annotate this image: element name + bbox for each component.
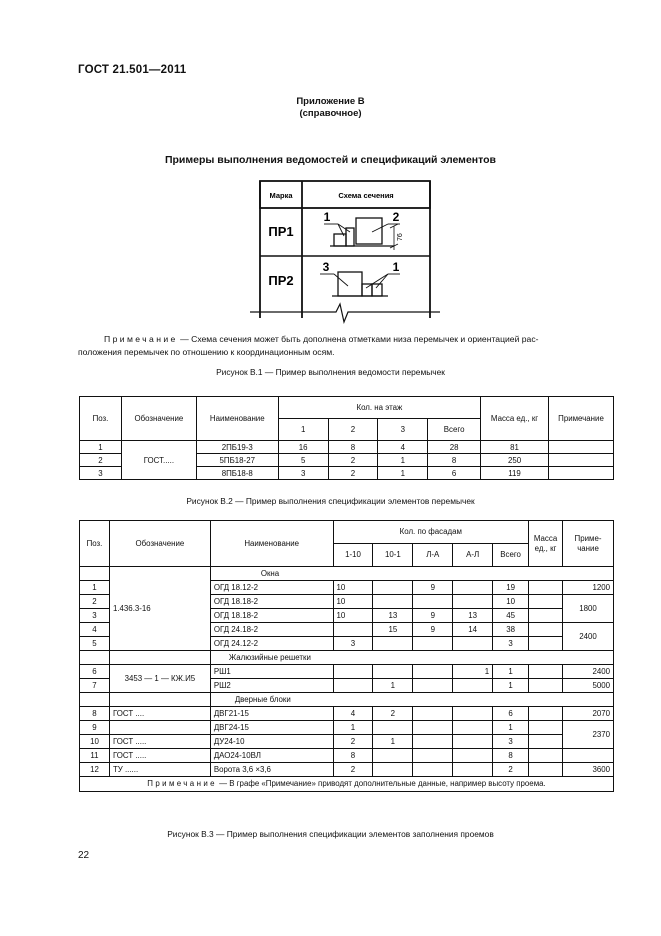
table-cell	[453, 721, 493, 735]
table-cell: 1200	[563, 581, 614, 595]
t1-h-pos: Поз.	[80, 397, 122, 441]
table-cell	[413, 707, 453, 721]
table-cell: 16	[278, 441, 328, 454]
table-cell: 2	[328, 454, 378, 467]
table-cell: 250	[481, 454, 549, 467]
table-cell: 14	[453, 623, 493, 637]
table-cell: 8	[428, 454, 481, 467]
fig1-break-line	[250, 304, 440, 322]
table-cell: 1	[333, 721, 373, 735]
table-cell: РШ2	[210, 679, 333, 693]
table-cell: 1	[80, 581, 110, 595]
table-cell	[80, 651, 110, 665]
fig1-label-2: 2	[392, 210, 400, 224]
table-cell: 9	[413, 609, 453, 623]
table-cell	[453, 581, 493, 595]
table-cell: 1	[80, 441, 122, 454]
table-cell	[109, 721, 210, 735]
table-cell: 9	[413, 623, 453, 637]
table-cell	[413, 595, 453, 609]
table-cell	[373, 581, 413, 595]
table-cell: 45	[493, 609, 529, 623]
table-cell: ДВГ21-15	[210, 707, 333, 721]
t2-group-windows: Окна	[210, 567, 613, 581]
fig1-label-3: 3	[322, 260, 330, 274]
table-cell: ОГД 18.12-2	[210, 581, 333, 595]
table-cell: ОГД 24.18-2	[210, 623, 333, 637]
table-cell: 1	[493, 665, 529, 679]
table-cell: А-Л	[453, 544, 493, 567]
table-cell	[529, 595, 563, 609]
t2-designation-louvers: 3453 — 1 — КЖ.И5	[109, 665, 210, 693]
table-cell	[373, 595, 413, 609]
table-cell: 11	[80, 749, 110, 763]
table-cell: 3600	[563, 763, 614, 777]
table-cell	[413, 665, 453, 679]
table-row	[80, 665, 614, 679]
table-cell: ОГД 18.18-2	[210, 609, 333, 623]
table-cell: 2370	[563, 721, 614, 749]
table-cell: 1	[373, 735, 413, 749]
table-cell: 4	[333, 707, 373, 721]
table-cell: 3	[493, 637, 529, 651]
t2-h-designation: Обозначение	[109, 521, 210, 567]
table-cell: 3	[80, 609, 110, 623]
table-row	[80, 707, 614, 721]
fig1-label-1b: 1	[392, 260, 400, 274]
note-figure-b1	[78, 333, 618, 358]
table-cell	[453, 679, 493, 693]
table-cell: 8	[80, 707, 110, 721]
table-row	[80, 763, 614, 777]
table-cell: 2070	[563, 707, 614, 721]
table-cell: 1	[378, 454, 428, 467]
table-b3-openings-spec	[79, 520, 614, 792]
table-cell	[529, 581, 563, 595]
table-cell: ОГД 24.12-2	[210, 637, 333, 651]
table-cell: 5	[80, 637, 110, 651]
t1-h-q1: 1	[278, 419, 328, 441]
table-cell: 2	[373, 707, 413, 721]
t1-h-designation: Обозначение	[121, 397, 196, 441]
table-cell: Ворота 3,6 ×3,6	[210, 763, 333, 777]
caption-b2: Рисунок В.2 — Пример выполнения спецификации элементов перемычек	[186, 496, 475, 506]
document-code: ГОСТ 21.501—2011	[78, 64, 187, 76]
table-cell: 4	[80, 623, 110, 637]
table-row	[80, 735, 614, 749]
table-cell: 2400	[563, 665, 614, 679]
fig1-dim-76: 76	[397, 233, 404, 241]
table-cell: 119	[481, 467, 549, 480]
table-cell: 2400	[563, 623, 614, 651]
table-cell	[453, 637, 493, 651]
table-cell	[529, 609, 563, 623]
table-cell	[413, 749, 453, 763]
table-cell	[80, 567, 110, 581]
table-cell: 13	[373, 609, 413, 623]
table-cell: Л-А	[413, 544, 453, 567]
table-cell: ГОСТ .....	[109, 749, 210, 763]
table-cell: 13	[453, 609, 493, 623]
table-cell: 6	[428, 467, 481, 480]
note1-text-cont: положения перемычек по отношению к координационным осям.	[78, 346, 335, 357]
table-cell: РШ1	[210, 665, 333, 679]
table-cell: 10	[493, 595, 529, 609]
table-cell: ОГД 18.18-2	[210, 595, 333, 609]
page-number: 22	[78, 850, 90, 861]
table-b2-lintel-spec	[79, 396, 614, 480]
t1-h-q3: 3	[378, 419, 428, 441]
t1-h-note: Примечание	[549, 397, 614, 441]
table-cell: 28	[428, 441, 481, 454]
table-cell: 2	[493, 763, 529, 777]
table-cell: 3	[493, 735, 529, 749]
table-cell	[529, 707, 563, 721]
fig1-mark-pr2: ПР2	[268, 273, 294, 288]
t2-h-qty: Кол. по фасадам	[333, 521, 529, 544]
fig1-label-1: 1	[323, 210, 331, 224]
table-cell	[529, 623, 563, 637]
table-cell: 9	[80, 721, 110, 735]
fig1-col-section: Схема сечения	[338, 191, 394, 200]
table-cell	[529, 721, 563, 735]
table-cell: 10	[333, 581, 373, 595]
table-cell: 6	[80, 665, 110, 679]
table-cell	[563, 749, 614, 763]
t1-h-name: Наименование	[196, 397, 278, 441]
table-cell: 1800	[563, 595, 614, 623]
table-cell	[549, 467, 614, 480]
table-cell: 8	[328, 441, 378, 454]
table-cell	[529, 637, 563, 651]
table-cell: 1	[378, 467, 428, 480]
table-cell	[373, 721, 413, 735]
t2-h-note: Приме- чание	[563, 521, 614, 567]
caption-b3: Рисунок В.3 — Пример выполнения спецификации элементов заполнения проемов	[167, 829, 494, 839]
t1-h-total: Всего	[428, 419, 481, 441]
table-cell	[333, 623, 373, 637]
table-cell	[413, 721, 453, 735]
table-cell	[453, 749, 493, 763]
table-cell	[373, 749, 413, 763]
t2-footnote: Примечание — В графе «Примечание» приводят дополнительные данные, например высоту проема.	[80, 777, 614, 792]
table-cell: 3	[278, 467, 328, 480]
table-cell	[549, 441, 614, 454]
table-cell: 1	[453, 665, 493, 679]
table-cell: 15	[373, 623, 413, 637]
table-row	[80, 721, 614, 735]
table-cell: 2	[333, 735, 373, 749]
table-row	[80, 441, 614, 454]
table-cell	[413, 735, 453, 749]
table-cell	[453, 595, 493, 609]
table-cell	[109, 651, 210, 665]
table-cell: 8	[333, 749, 373, 763]
t2-group-doors: Дверные блоки	[210, 693, 613, 707]
table-cell	[529, 665, 563, 679]
table-cell: ГОСТ .....	[109, 735, 210, 749]
table-cell: ДУ24-10	[210, 735, 333, 749]
section-title: Примеры выполнения ведомостей и спецификаций элементов	[164, 154, 497, 166]
table-cell: ТУ ......	[109, 763, 210, 777]
table-cell	[109, 693, 210, 707]
table-row	[80, 749, 614, 763]
table-cell: 7	[80, 679, 110, 693]
table-cell: 3	[80, 467, 122, 480]
t2-group-louvers: Жалюзийные решетки	[210, 651, 613, 665]
table-cell: 4	[378, 441, 428, 454]
table-cell: 19	[493, 581, 529, 595]
table-cell	[529, 679, 563, 693]
table-cell: Всего	[493, 544, 529, 567]
table-cell	[549, 454, 614, 467]
table-cell: 10	[333, 595, 373, 609]
t1-h-qty: Кол. на этаж	[278, 397, 480, 419]
table-cell: 1	[493, 721, 529, 735]
table-cell: ДАО24-10ВЛ	[210, 749, 333, 763]
appendix-subtitle: (справочное)	[299, 108, 362, 119]
table-cell: 2ПБ19-3	[196, 441, 278, 454]
table-cell: 2	[333, 763, 373, 777]
table-cell	[529, 749, 563, 763]
note1-text: — Схема сечения может быть дополнена отметками низа перемычек и ориентацией рас-	[177, 334, 539, 344]
t2-h-pos: Поз.	[80, 521, 110, 567]
table-cell: 9	[413, 581, 453, 595]
fig1-section-pr2	[320, 272, 400, 296]
table-cell: 5	[278, 454, 328, 467]
table-cell: 2	[80, 595, 110, 609]
table-cell: 1-10	[333, 544, 373, 567]
t2-h-mass: Масса ед., кг	[529, 521, 563, 567]
table-cell: ГОСТ ....	[109, 707, 210, 721]
figure-b1-lintel-schedule	[0, 0, 661, 336]
table-cell: 81	[481, 441, 549, 454]
table-cell	[413, 679, 453, 693]
fig1-mark-pr1: ПР1	[268, 224, 294, 239]
table-cell: 5000	[563, 679, 614, 693]
appendix-title: Приложение В	[296, 96, 365, 107]
table-cell	[373, 763, 413, 777]
table-cell: 10	[333, 609, 373, 623]
t1-designation: ГОСТ.....	[121, 441, 196, 480]
table-cell	[373, 665, 413, 679]
t1-h-q2: 2	[328, 419, 378, 441]
table-cell	[373, 637, 413, 651]
table-cell	[333, 679, 373, 693]
table-cell: 2	[80, 454, 122, 467]
t1-h-mass: Масса ед., кг	[481, 397, 549, 441]
table-cell: 8ПБ18-8	[196, 467, 278, 480]
table-cell: 1	[373, 679, 413, 693]
t2-h-name: Наименование	[210, 521, 333, 567]
table-cell	[413, 763, 453, 777]
table-cell: 38	[493, 623, 529, 637]
table-cell: 12	[80, 763, 110, 777]
table-cell: 8	[493, 749, 529, 763]
table-cell	[529, 763, 563, 777]
table-cell	[80, 693, 110, 707]
note1-label: Примечание	[104, 334, 178, 344]
table-cell	[333, 665, 373, 679]
caption-b1: Рисунок В.1 — Пример выполнения ведомости перемычек	[216, 367, 445, 377]
table-cell	[453, 763, 493, 777]
table-cell: 10	[80, 735, 110, 749]
fig1-section-pr1	[324, 218, 400, 250]
fig1-col-mark: Марка	[269, 191, 293, 200]
table-cell	[453, 707, 493, 721]
table-cell	[529, 735, 563, 749]
table-cell	[453, 735, 493, 749]
table-cell: 2	[328, 467, 378, 480]
table-cell: ДВГ24-15	[210, 721, 333, 735]
table-cell	[413, 637, 453, 651]
table-cell: 6	[493, 707, 529, 721]
table-cell: 10-1	[373, 544, 413, 567]
table-cell: 5ПБ18-27	[196, 454, 278, 467]
t2-designation-windows: 1.436.3-16	[109, 567, 210, 651]
table-cell: 1	[493, 679, 529, 693]
table-cell: 3	[333, 637, 373, 651]
